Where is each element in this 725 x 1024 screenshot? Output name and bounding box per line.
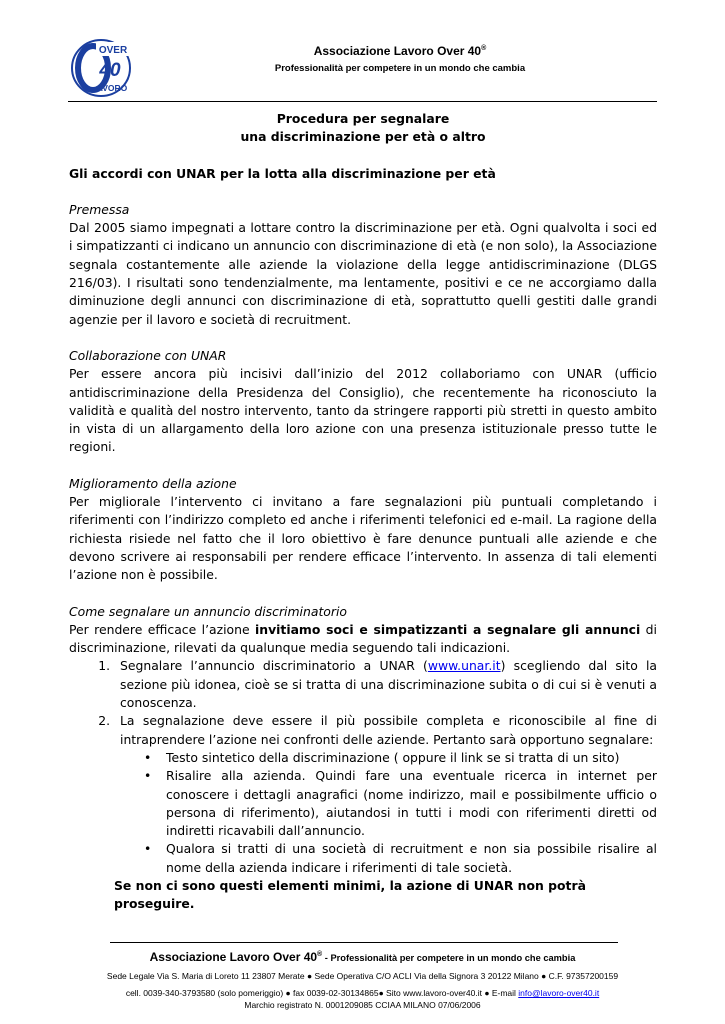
final-note: Se non ci sono questi elementi minimi, la azione di UNAR non potrà proseguire. [114,877,586,912]
steps-list [69,657,657,877]
detail-item: • Risalire alla azienda. Quindi fare una eventuale ricerca in internet per conoscere i dettagli anagrafici (nome indirizzo, mail e possibilmente ufficio o persona di riferimento), aiutandosi in tutti i modi con riferimenti diretti od indiretti ricavabili dall’annuncio. [144,768,657,839]
how-intro: Per rendere efficace l’azione invitiamo soci e simpatizzanti a segnalare gli annunci di discriminazione, rilevati da qualunque media seguendo tali indicazioni. [69,621,657,656]
header-subtitle: Professionalità per competere in un mondo che cambia [274,63,526,74]
footer-trademark: Marchio registrato N. 0001209085 CCIAA MILANO 07/06/2006 [244,1000,481,1010]
details-list [120,749,657,877]
section-title-miglioramento: Miglioramento della azione [69,475,237,491]
section-body-premessa: Dal 2005 siamo impegnati a lottare contro la discriminazione per età. Ogni qualvolta i soci ed i simpatizzanti ci indicano un annuncio con discriminazione di età (e non solo), la Associazione segnala costantemente alle aziende la violazione della legge antidiscriminazione (DLGS 216/03). I risultati sono tendenzialmente, ma lentamente, positivi e ce ne accorgiamo dalla diminuzione degli annunci con discriminazione di età, soprattutto quelli gestiti dalle grandi agenzie per il lavoro e società di recruitment. [69,220,657,327]
footer-divider [110,942,618,943]
section-title-premessa: Premessa [69,201,130,217]
bullet-icon: • [144,841,152,857]
bullet-icon: • [144,749,152,765]
footer-address: Sede Legale Via S. Maria di Loreto 11 23807 Merate ● Sede Operativa C/O ACLI Via della Signora 3 20122 Milano ● C.F. 97357200159 [106,971,619,981]
header-title: Associazione Lavoro Over 40® [313,44,487,58]
logo-bottom-text: AVORO [96,83,128,93]
association-logo [70,38,132,98]
unar-link[interactable]: www.unar.it [427,658,501,674]
bullet-icon: • [144,768,152,784]
footer-contacts: cell. 0039-340-3793580 (solo pomeriggio) ● fax 0039-02-30134865● Sito www.lavoro-over40.it ● E-mail info@lavoro-over40.it [125,988,600,998]
detail-item: • Qualora si tratti di una società di recruitment e non sia possibile risalire al nome della azienda indicare i riferimenti di tale società. [144,841,657,875]
logo-top-text: OVER [98,45,128,56]
detail-item: • Testo sintetico della discriminazione ( oppure il link se si tratta di un sito) [144,749,657,767]
header-divider [68,101,657,102]
section-body-miglioramento: Per migliorale l’intervento ci invitano a fare segnalazioni più puntuali completando i riferimenti con l’indirizzo completo ed anche i riferimenti telefonici ed e-mail. La ragione della richiesta risiede nel fatto che il loro obiettivo è fare denunce puntuali alle aziende e che devono scrivere ai responsabili per rendere efficace l’intervento. In assenza di tali elementi l’azione non è possibile. [69,494,657,583]
step-2: 2. La segnalazione deve essere il più possibile completa e riconoscibile al fine di intraprendere l’azione nei confronti delle aziende. Pertanto sarà opportuno segnalare: • Testo sintetico della discriminazione ( oppure il link se si tratta di un sito) • Risalire alla azienda. Quindi fare una eventuale ricerca in internet per conoscere i dettagli anagrafici (nome indirizzo, mail e possibilmente ufficio o persona di riferimento), aiutandosi in tutti i modi con riferimenti diretti od indiretti ricavabili dall’annuncio. • Qualora si tratti di una società di recruitment e non sia possibile risalire al nome della azienda indicare i riferimenti di tale società. [114,712,657,877]
footer-title: Associazione Lavoro Over 40® - Professionalità per competere in un mondo che cambia [149,950,576,964]
doc-heading: Gli accordi con UNAR per la lotta alla discriminazione per età [69,165,496,181]
section-title-collaborazione: Collaborazione con UNAR [69,347,227,363]
footer-email-link[interactable]: info@lavoro-over40.it [518,988,600,998]
document-body [69,110,657,914]
logo-number: 40 [99,60,121,81]
doc-title-line2: una discriminazione per età o altro [240,129,486,145]
section-body-collaborazione: Per essere ancora più incisivi dall’inizio del 2012 collaboriamo con UNAR (ufficio antidiscriminazione della Presidenza del Consiglio), che recentemente ha riconosciuto la validità e qualità del nostro intervento, tanto da stringere rapporti più stretti in questo ambito in vista di un allargamento della loro azione con una presenza istituzionale presso tutte le regioni. [69,366,657,455]
over40-logo-icon [70,38,132,98]
section-title-come-segnalare: Come segnalare un annuncio discriminatorio [69,603,347,619]
step-1: 1. Segnalare l’annuncio discriminatorio a UNAR (www.unar.it) scegliendo dal sito la sezione più idonea, cioè se si tratta di una discriminazione subita o di cui si è venuti a conoscenza. [114,657,657,712]
doc-title-line1: Procedura per segnalare [276,111,450,126]
